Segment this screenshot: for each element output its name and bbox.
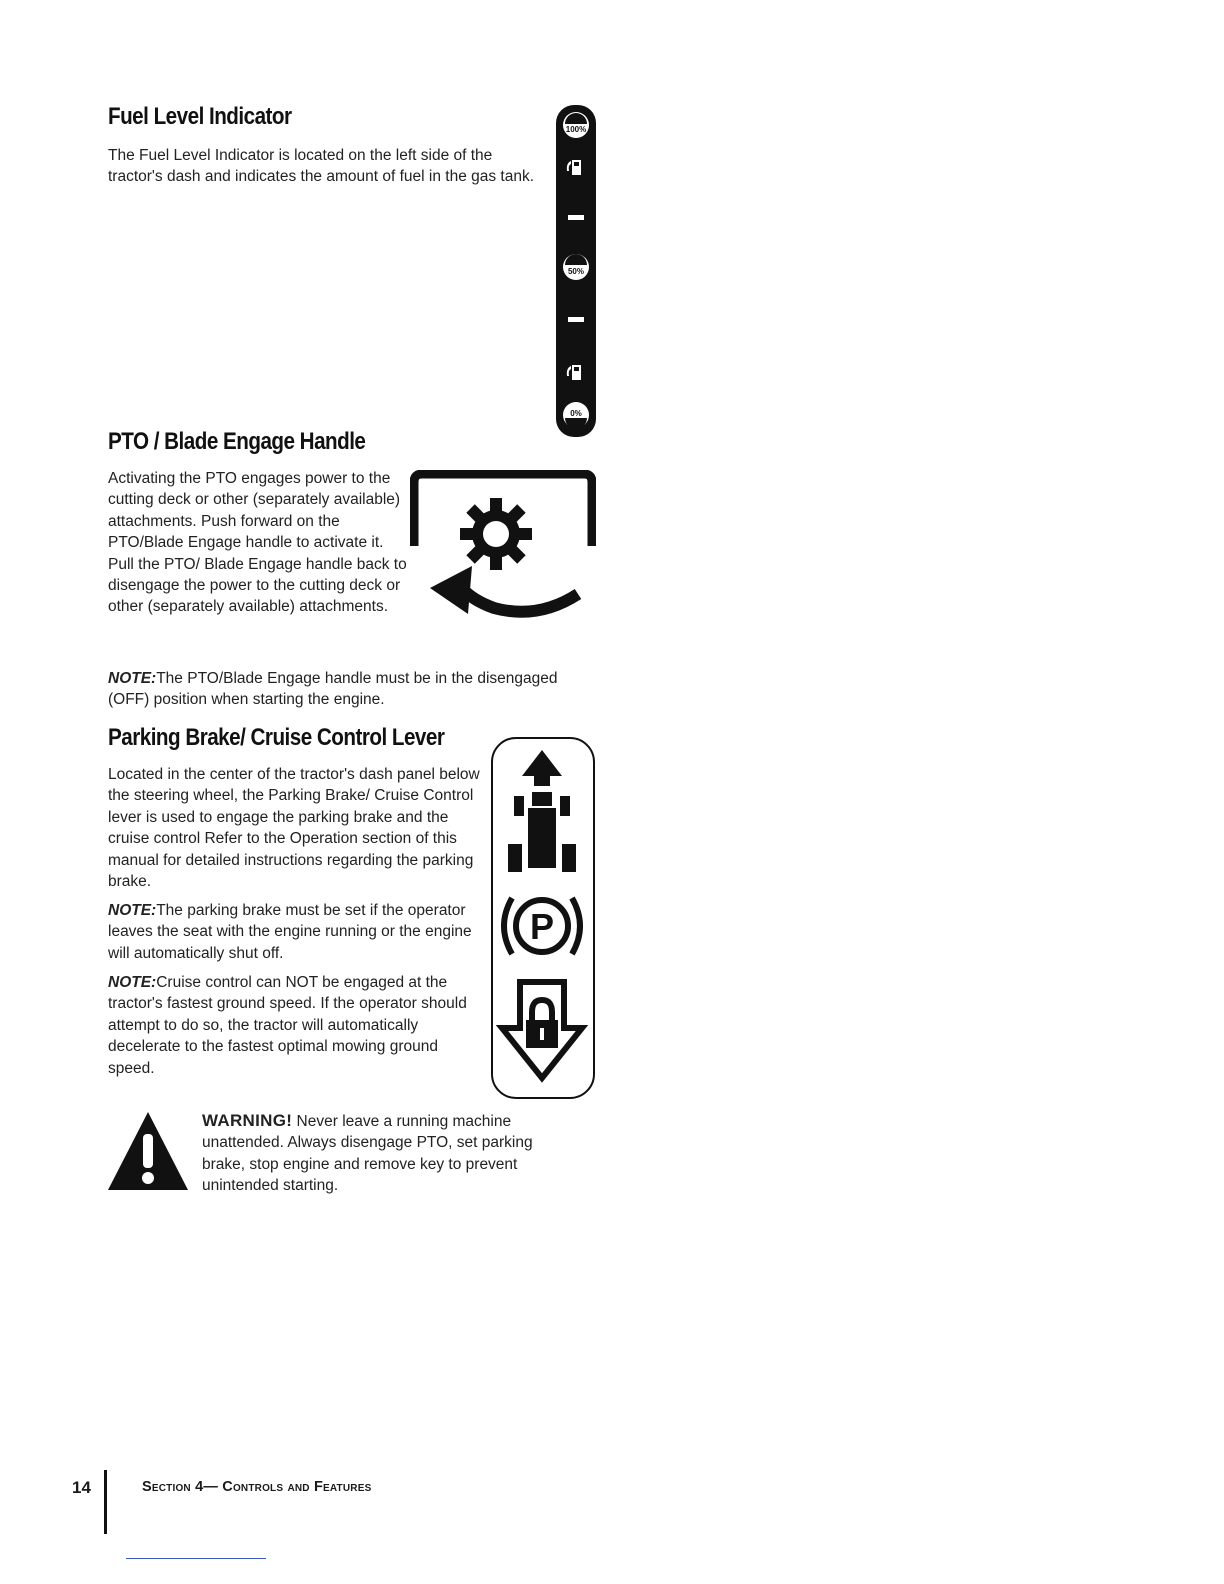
brake-body: Located in the center of the tractor's dash panel below the steering wheel, the Parking Brake/ Cruise Control lever is used to engage the parking brake and the cruise control Refer to the Operation section of this manual for detailed instructions regarding the parking brake. [108, 766, 480, 891]
footer-section: Section 4— Controls and Features [142, 1479, 372, 1495]
fuel-gauge-icon [556, 105, 596, 437]
pto-note [108, 668, 596, 711]
gauge-label-50: 50% [567, 267, 585, 276]
brake-note1-text: The parking brake must be set if the operator leaves the seat with the engine running or the engine will automatically shut off. [108, 902, 472, 962]
footer-link-underline [126, 1558, 266, 1559]
parking-p-label: P [529, 906, 555, 947]
warning-text [202, 1110, 574, 1197]
pto-note-label: NOTE: [108, 670, 157, 687]
brake-note1-label: NOTE: [108, 902, 157, 919]
brake-note1 [108, 900, 482, 964]
parking-brake-cruise-icon [490, 736, 596, 1100]
warning-triangle-icon [106, 1110, 190, 1192]
brake-note2-label: NOTE: [108, 974, 157, 991]
gauge-label-100: 100% [565, 125, 587, 134]
page-number: 14 [72, 1478, 91, 1497]
brake-note2 [108, 972, 482, 1079]
pto-body: Activating the PTO engages power to the cutting deck or other (separately available) attachments. Push forward on the PTO/Blade Engage handle to activate it. Pull the PTO/ Blade Engage handle back to disengage the power to the cutting deck or other (separately available) attachments. [108, 470, 407, 616]
pto-gear-icon [410, 470, 596, 632]
brake-note2-text: Cruise control can NOT be engaged at the tractor's fastest ground speed. If the operator should attempt to do so, the tractor will automatically decelerate to the fastest optimal mowing ground speed. [108, 974, 467, 1077]
footer-rule [104, 1470, 107, 1534]
gauge-label-0: 0% [570, 409, 582, 418]
fuel-title: Fuel Level Indicator [108, 103, 292, 130]
warning-body: Never leave a running machine unattended. Always disengage PTO, set parking brake, stop engine and remove key to prevent unintended starting. [202, 1113, 533, 1195]
warning-label: WARNING! [202, 1111, 293, 1130]
pto-note-text: The PTO/Blade Engage handle must be in the disengaged (OFF) position when starting the engine. [108, 670, 558, 709]
pto-title: PTO / Blade Engage Handle [108, 428, 366, 455]
brake-title: Parking Brake/ Cruise Control Lever [108, 724, 445, 751]
fuel-body: The Fuel Level Indicator is located on the left side of the tractor's dash and indicates the amount of fuel in the gas tank. [108, 147, 535, 186]
